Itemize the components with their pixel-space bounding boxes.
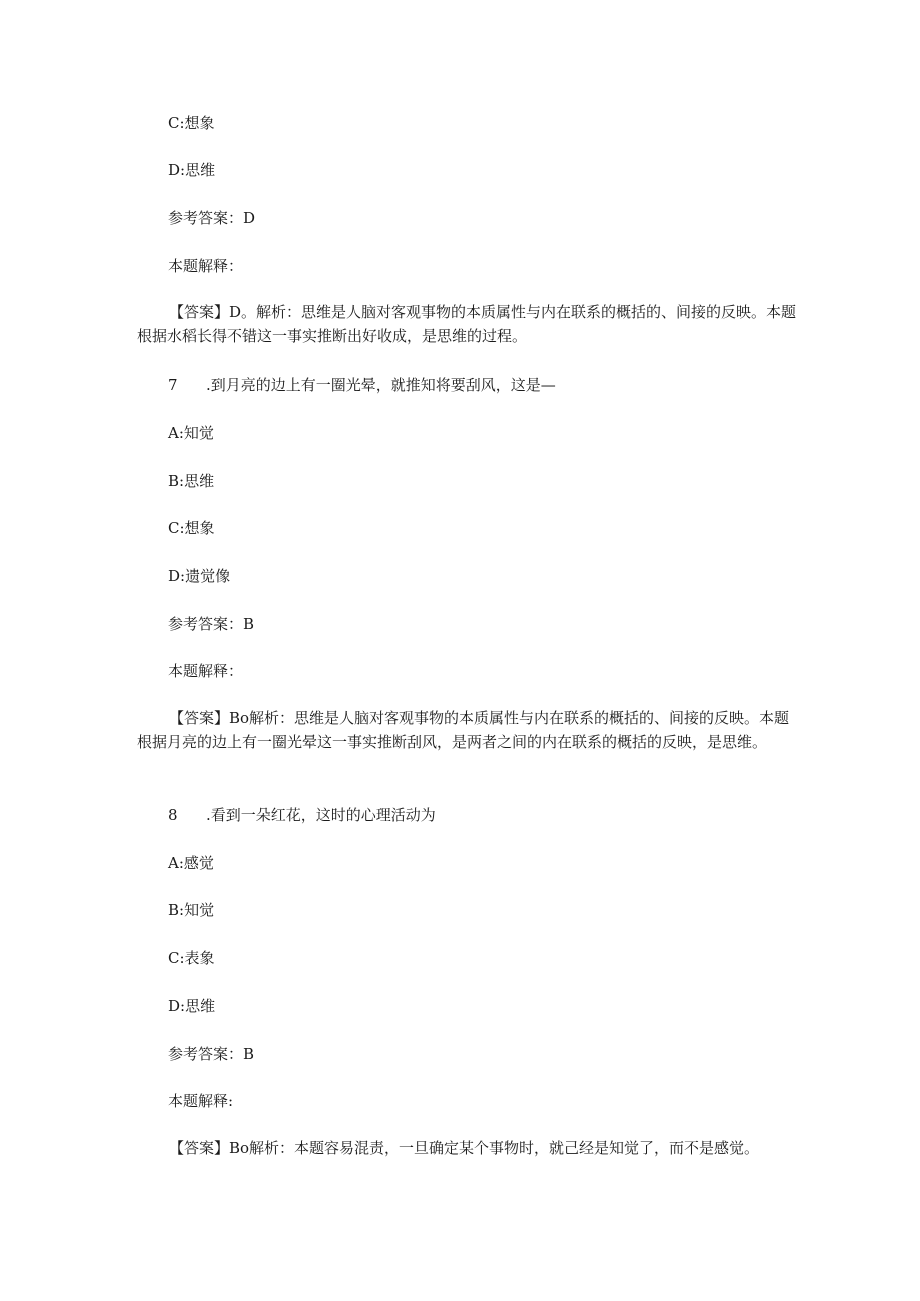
question-7 (168, 374, 556, 396)
question-text: .看到一朵红花，这时的心理活动为 (206, 806, 436, 824)
question-text: .到月亮的边上有一圈光晕，就推知将要刮风，这是— (206, 376, 556, 394)
q8-option-b: B:知觉 (168, 901, 215, 919)
q7-option-c: C:想象 (168, 519, 215, 537)
reference-answer: 参考答案：D (168, 209, 256, 227)
q7-option-b: B:思维 (168, 472, 215, 490)
question-8 (168, 804, 436, 826)
q8-option-c: C:表象 (168, 949, 215, 967)
q8-option-a: A:感觉 (168, 854, 214, 872)
option-d: D:思维 (168, 161, 216, 179)
q8-reference-answer: 参考答案：B (168, 1045, 255, 1063)
q8-option-d: D:思维 (168, 997, 216, 1015)
q7-explanation-label: 本题解释： (168, 662, 244, 680)
q7-option-a: A:知觉 (168, 424, 214, 442)
explanation-text: 【答案】D。解析：思维是人脑对客观事物的本质属性与内在联系的概括的、间接的反映。本题根据水稻长得不错这一事实推断出好收成，是思维的过程。 (137, 303, 797, 345)
question-number: 8 (168, 806, 178, 824)
explanation-label: 本题解释： (168, 257, 244, 275)
q8-explanation-label: 本题解释: (168, 1092, 234, 1110)
option-c: C:想象 (168, 114, 215, 132)
question-number: 7 (168, 376, 178, 394)
q7-reference-answer: 参考答案：B (168, 615, 255, 633)
q8-explanation-text: 【答案】Bo解析：本题容易混责，一旦确定某个事物时，就己经是知觉了，而不是感觉。 (169, 1139, 760, 1157)
q7-option-d: D:遗觉像 (168, 567, 231, 585)
q7-explanation-text: 【答案】Bo解析：思维是人脑对客观事物的本质属性与内在联系的概括的、间接的反映。本题根据月亮的边上有一圈光晕这一事实推断刮风，是两者之间的内在联系的概括的反映，是思维。 (137, 709, 790, 751)
